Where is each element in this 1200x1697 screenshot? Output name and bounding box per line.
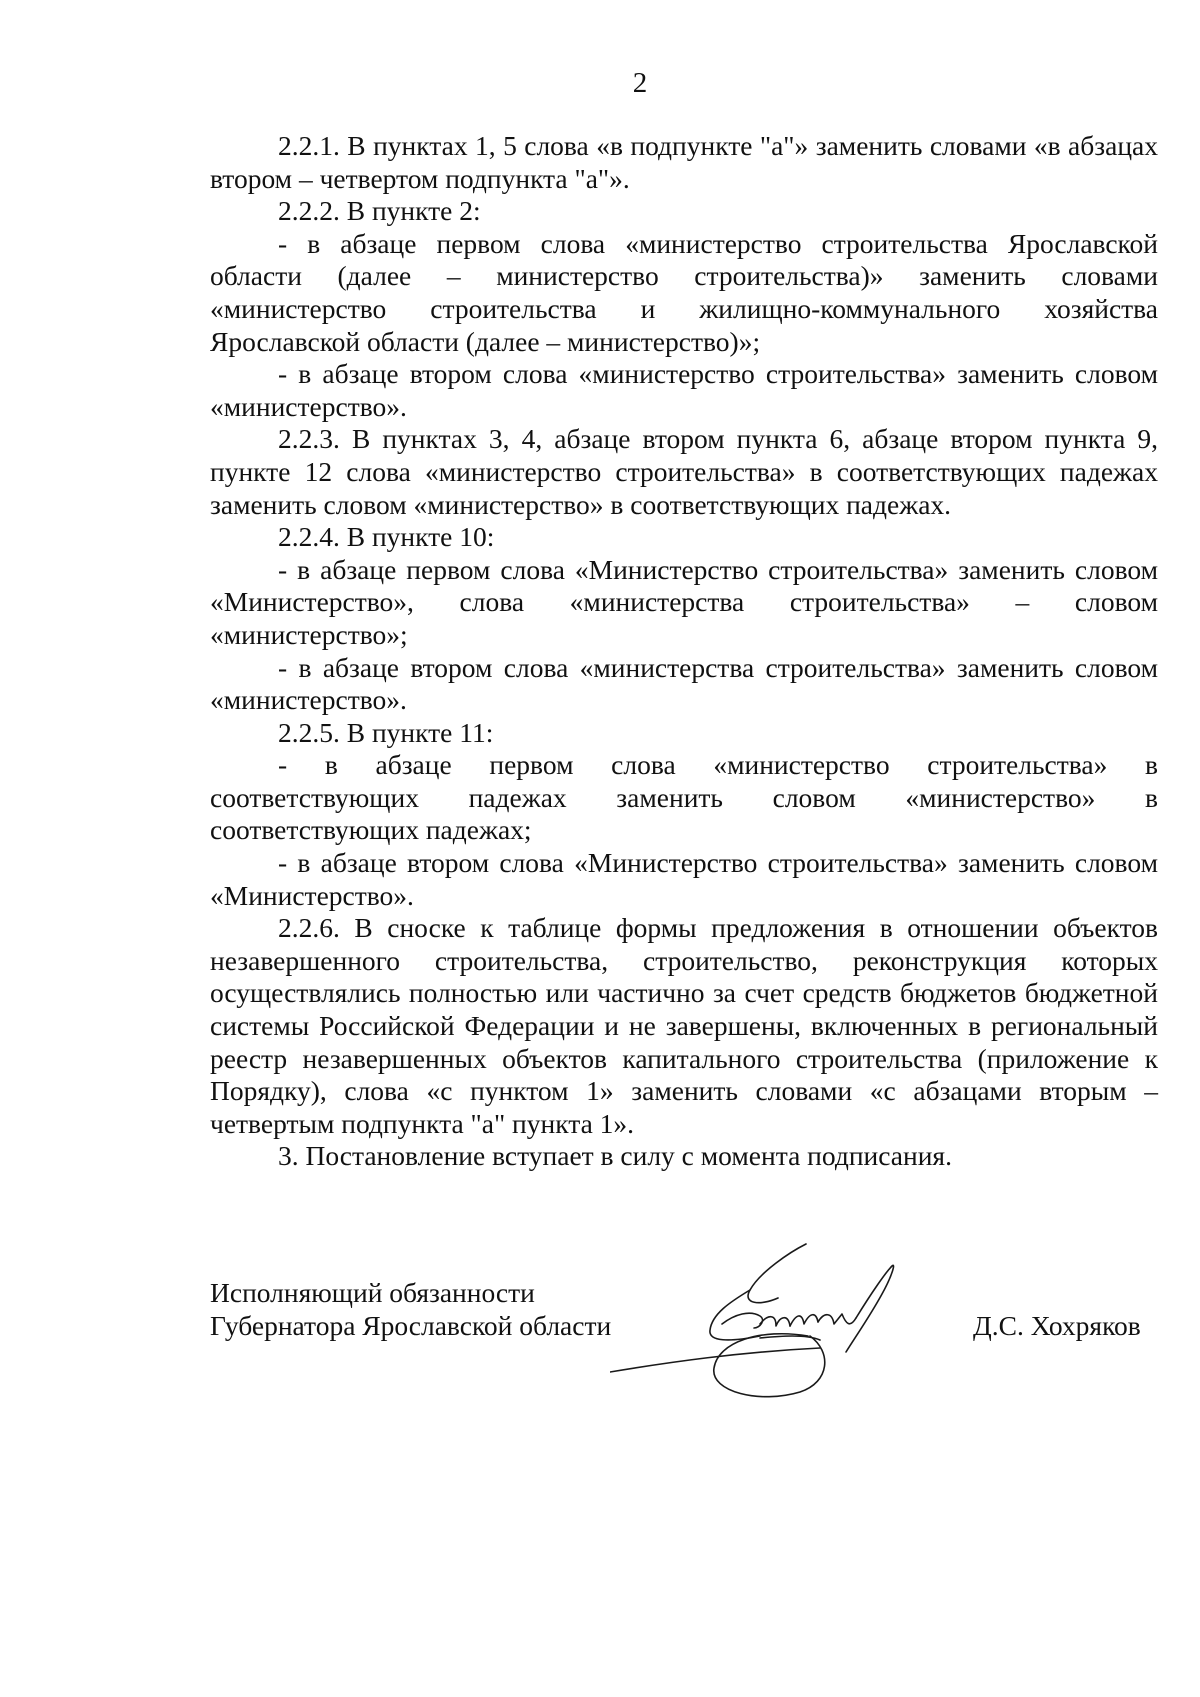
paragraph-2-2-5-heading: 2.2.5. В пункте 11: (278, 716, 494, 748)
paragraph-2-2-2-item-2: - в абзаце втором слова «министерство строительства» заменить словом «министерство». (210, 358, 1158, 422)
paragraph-2-2-1: 2.2.1. В пунктах 1, 5 слова «в подпункте "а"» заменить словами «в абзацах втором – четвертом подпункта "а"». (210, 130, 1158, 194)
signer-name: Д.С. Хохряков (973, 1310, 1141, 1341)
paragraph-2-2-5-item-2: - в абзаце втором слова «Министерство строительства» заменить словом «Министерство». (210, 847, 1158, 911)
paragraph-2-2-2-heading: 2.2.2. В пункте 2: (278, 195, 481, 227)
handwritten-signature (610, 1232, 960, 1412)
paragraph-3: 3. Постановление вступает в силу с момента подписания. (278, 1140, 952, 1172)
paragraph-2-2-5-item-1: - в абзаце первом слова «министерство строительства» в соответствующих падежах заменить словом «министерство» в соответствующих падежах; (210, 749, 1158, 846)
paragraph-2-2-2-item-1: - в абзаце первом слова «министерство строительства Ярославской области (далее – министерство строительства)» заменить словами «министерство строительства и жилищно-коммунального хозяйства Ярославской области (далее – министерство)»; (210, 227, 1158, 357)
paragraph-2-2-4-heading: 2.2.4. В пункте 10: (278, 521, 495, 553)
paragraph-2-2-3: 2.2.3. В пунктах 3, 4, абзаце втором пункта 6, абзаце втором пункта 9, пункте 12 слова «министерство строительства» в соответствующих падежах заменить словом «министерство» в соответствующих падежах. (210, 423, 1158, 520)
signer-title-line-1: Исполняющий обязанности (210, 1277, 535, 1308)
page-number: 2 (632, 67, 648, 99)
signer-title-line-2: Губернатора Ярославской области (210, 1310, 612, 1341)
paragraph-2-2-4-item-2: - в абзаце втором слова «министерства строительства» заменить словом «министерство». (210, 651, 1158, 716)
document-body (210, 130, 1158, 1173)
paragraph-2-2-6: 2.2.6. В сноске к таблице формы предложения в отношении объектов незавершенного строительства, строительство, реконструкция которых осуществлялись полностью или частично за счет средств бюджетов бюджетной системы Российской Федерации и не завершены, включенных в региональный реестр незавершенных объектов капитального строительства (приложение к Порядку), слова «с пунктом 1» заменить словами «с абзацами вторым – четвертым подпункта "а" пункта 1». (210, 912, 1158, 1139)
paragraph-2-2-4-item-1: - в абзаце первом слова «Министерство строительства» заменить словом «Министерство», слова «министерства строительства» – словом «министерство»; (210, 553, 1158, 650)
